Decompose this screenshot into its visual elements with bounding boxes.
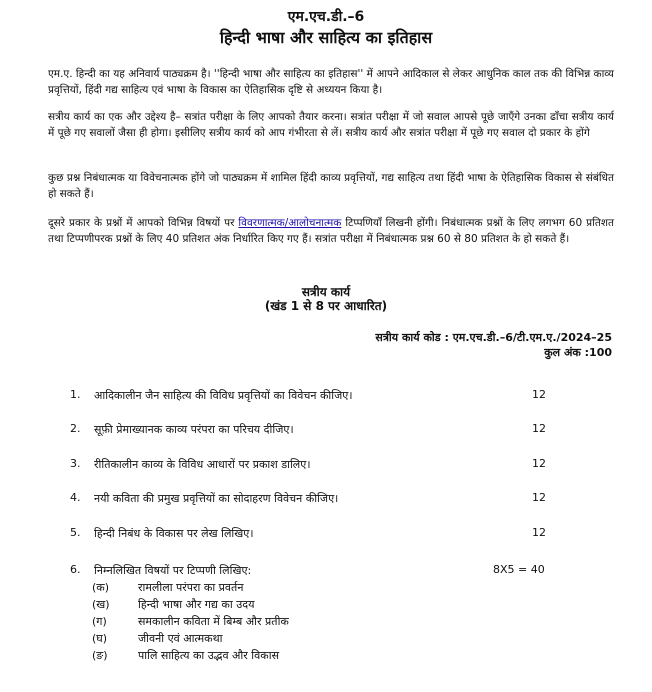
descriptive-critical-link[interactable]: विवरणात्मक/आलोचनात्मक	[238, 217, 342, 229]
topic-text: जीवनी एवं आत्मकथा	[138, 632, 223, 645]
question-6-marks: 8X5 = 40	[493, 563, 545, 576]
question-marks: 12	[532, 388, 546, 401]
purpose-paragraph: सत्रीय कार्य का एक और उद्देश्य है– सत्रांत परीक्षा के लिए आपको तैयार करना। सत्रांत परीक्षा में जो सवाल आपसे पूछे जाएँगे उनका ढाँचा सत्रीय कार्य में पूछे गए सवालों जैसा ही होगा। इसीलिए सत्रीय कार्य को आप गंभीरता से लें। सत्रीय कार्य और सत्रांत परीक्षा में पूछे गए सवाल दो प्रकार के होंगे	[48, 111, 614, 139]
question-number: 3.	[70, 457, 81, 470]
question-marks: 12	[532, 422, 546, 435]
question-text: नयी कविता की प्रमुख प्रवृत्तियों का सोदाहरण विवेचन कीजिए।	[94, 492, 339, 505]
question-number: 5.	[70, 526, 81, 539]
topic-text: समकालीन कविता में बिम्ब और प्रतीक	[138, 615, 289, 628]
topic-label: (ख)	[92, 598, 110, 611]
question-text: रीतिकालीन काव्य के विविध आधारों पर प्रकाश डालिए।	[94, 458, 311, 471]
question-marks: 12	[532, 526, 546, 539]
question-marks: 12	[532, 491, 546, 504]
question-number: 1.	[70, 388, 81, 401]
question-text: निम्नलिखित विषयों पर टिप्पणी लिखिए:	[94, 564, 252, 577]
intro-paragraph: एम.ए. हिन्दी का यह अनिवार्य पाठ्यक्रम है। ''हिन्दी भाषा और साहित्य का इतिहास'' में आपने आदिकाल से लेकर आधुनिक काल तक की विभिन्न काव्य प्रवृत्तियों, हिंदी गद्य साहित्य एवं भाषा के विकास का ऐतिहासिक दृष्टि से अध्ययन किया है।	[48, 68, 614, 96]
topic-label: (क)	[92, 581, 110, 594]
notes-text-start: दूसरे प्रकार के प्रश्नों में आपको विभिन्न विषयों पर	[48, 217, 239, 229]
assignment-subheading: (खंड 1 से 8 पर आधारित)	[264, 299, 388, 313]
topic-text: रामलीला परंपरा का प्रवर्तन	[138, 581, 244, 594]
topic-label: (घ)	[92, 632, 108, 645]
notes-questions-paragraph	[48, 216, 614, 247]
question-number: 6.	[70, 563, 81, 576]
topic-text: हिन्दी भाषा और गद्य का उदय	[138, 598, 255, 611]
question-text: हिन्दी निबंध के विकास पर लेख लिखिए।	[94, 527, 254, 540]
question-text: सूफ़ी प्रेमाख्यानक काव्य परंपरा का परिचय दीजिए।	[94, 423, 294, 436]
assignment-code: सत्रीय कार्य कोड : एम.एच.डी.–6/टी.एम.ए./2024–25	[375, 331, 612, 344]
topic-label: (ङ)	[92, 649, 108, 662]
question-number: 4.	[70, 491, 81, 504]
question-text: आदिकालीन जैन साहित्य की विविध प्रवृत्तियों का विवेचन कीजिए।	[94, 389, 353, 402]
total-marks: कुल अंक :100	[544, 346, 612, 359]
assignment-heading: सत्रीय कार्य	[301, 285, 351, 299]
topic-text: पालि साहित्य का उद्भव और विकास	[138, 649, 280, 662]
essay-questions-paragraph: कुछ प्रश्न निबंधात्मक या विवेचनात्मक होंगे जो पाठ्यक्रम में शामिल हिंदी काव्य प्रवृत्तियों, गद्य साहित्य तथा हिंदी भाषा के ऐतिहासिक विकास से संबंधित हो सकते हैं।	[48, 172, 614, 200]
course-title: हिन्दी भाषा और साहित्य का इतिहास	[219, 28, 433, 47]
course-code: एम.एच.डी.–6	[287, 9, 365, 25]
question-number: 2.	[70, 422, 81, 435]
question-marks: 12	[532, 457, 546, 470]
topic-label: (ग)	[92, 615, 107, 628]
notes-text-end: टिप्पणियाँ लिखनी होंगी। निबंधात्मक प्रश्नों के लिए लगभग 60 प्रतिशत तथा टिप्पणीपरक प्रश्नों के लिए 40 प्रतिशत अंक निर्धारित किए गए हैं। सत्रांत परीक्षा में निबंधात्मक प्रश्न 60 से 80 प्रतिशत के हो सकते हैं।	[48, 217, 614, 245]
